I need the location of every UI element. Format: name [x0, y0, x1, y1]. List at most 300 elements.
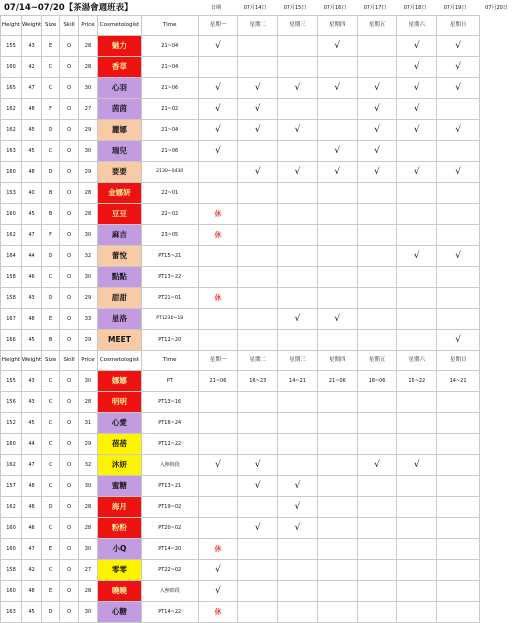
table-row [1, 560, 480, 581]
day-cell: √ [198, 560, 238, 581]
skill-cell: O [60, 476, 79, 497]
table-row [1, 120, 480, 141]
day-cell [238, 309, 278, 330]
weekday-header: 星期一 [198, 16, 238, 36]
day-cell: √ [278, 476, 318, 497]
size-cell: C [42, 455, 60, 476]
price-cell: 28 [79, 183, 98, 204]
time-cell: 23~05 [141, 225, 198, 246]
day-cell [198, 476, 238, 497]
day-cell [317, 267, 357, 288]
day-cell [357, 309, 397, 330]
day-cell [238, 539, 278, 560]
height-cell: 160 [1, 539, 22, 560]
column-header-price: Price [79, 16, 98, 36]
price-cell: 32 [79, 455, 98, 476]
skill-cell: O [60, 413, 79, 434]
price-cell: 29 [79, 330, 98, 351]
day-cell [278, 392, 318, 413]
day-cell [278, 57, 318, 78]
day-cell: √ [397, 162, 437, 183]
weight-cell: 43 [21, 392, 41, 413]
day-cell [317, 518, 357, 539]
time-cell: PT20~02 [141, 518, 198, 539]
size-cell: E [42, 539, 60, 560]
day-cell: 21~06 [198, 371, 238, 392]
day-cell [357, 413, 397, 434]
day-cell: √ [317, 162, 357, 183]
day-cell: √ [198, 36, 238, 57]
day-cell [198, 434, 238, 455]
cosmetologist-name: 心羽 [97, 78, 141, 99]
day-cell [357, 497, 397, 518]
day-cell [437, 267, 480, 288]
day-cell [437, 413, 480, 434]
cosmetologist-name: 蕾悅 [97, 246, 141, 267]
cosmetologist-name: MEET [97, 330, 141, 351]
day-cell: √ [278, 162, 318, 183]
column-header-weight: Weight [21, 351, 41, 371]
time-cell: PT13~22 [141, 267, 198, 288]
time-cell: 2130~0430 [141, 162, 198, 183]
skill-cell: O [60, 518, 79, 539]
date-cell: 07月19日 [443, 5, 467, 11]
day-cell: √ [397, 78, 437, 99]
height-cell: 152 [1, 413, 22, 434]
skill-cell: O [60, 371, 79, 392]
day-cell: √ [238, 518, 278, 539]
day-cell [238, 141, 278, 162]
day-cell [357, 434, 397, 455]
price-cell: 27 [79, 99, 98, 120]
day-cell: √ [357, 78, 397, 99]
day-cell [278, 246, 318, 267]
size-cell: E [42, 36, 60, 57]
height-cell: 165 [1, 78, 22, 99]
weekday-header: 星期四 [317, 16, 357, 36]
skill-cell: O [60, 392, 79, 413]
size-cell: C [42, 413, 60, 434]
day-cell [238, 246, 278, 267]
price-cell: 28 [79, 36, 98, 57]
table-row [1, 392, 480, 413]
cosmetologist-name: 蜜糖 [97, 476, 141, 497]
day-cell [278, 36, 318, 57]
weight-cell: 46 [21, 518, 41, 539]
height-cell: 162 [1, 455, 22, 476]
day-cell [437, 183, 480, 204]
price-cell: 30 [79, 539, 98, 560]
column-header-name: Cosmetologist [97, 16, 141, 36]
cosmetologist-name: 麻吉 [97, 225, 141, 246]
day-cell: √ [317, 141, 357, 162]
size-cell: C [42, 78, 60, 99]
day-cell [317, 204, 357, 225]
day-cell [317, 581, 357, 602]
weight-cell: 45 [21, 602, 41, 623]
size-cell: E [42, 309, 60, 330]
price-cell: 30 [79, 78, 98, 99]
schedule-table [0, 15, 480, 623]
day-cell [437, 539, 480, 560]
weight-cell: 48 [21, 162, 41, 183]
table-row [1, 99, 480, 120]
weight-cell: 48 [21, 476, 41, 497]
cosmetologist-name: 茵茵 [97, 99, 141, 120]
day-cell [357, 392, 397, 413]
size-cell: C [42, 434, 60, 455]
day-cell [397, 518, 437, 539]
size-cell: D [42, 120, 60, 141]
skill-cell: O [60, 57, 79, 78]
day-cell: √ [238, 476, 278, 497]
time-cell: 21~04 [141, 120, 198, 141]
table-row [1, 246, 480, 267]
weekday-header: 星期日 [437, 351, 480, 371]
price-cell: 30 [79, 602, 98, 623]
size-cell: C [42, 267, 60, 288]
table-row [1, 57, 480, 78]
day-cell [357, 57, 397, 78]
table-row [1, 36, 480, 57]
day-cell [198, 413, 238, 434]
day-cell: 14~21 [278, 371, 318, 392]
weight-cell: 43 [21, 371, 41, 392]
day-cell [317, 57, 357, 78]
day-cell: √ [397, 99, 437, 120]
day-cell: √ [238, 162, 278, 183]
day-cell: √ [357, 455, 397, 476]
weight-cell: 42 [21, 560, 41, 581]
price-cell: 30 [79, 476, 98, 497]
day-cell: √ [198, 141, 238, 162]
time-cell: PT13~21 [141, 476, 198, 497]
day-cell [397, 497, 437, 518]
day-cell [238, 204, 278, 225]
day-cell: 休 [198, 225, 238, 246]
day-cell [357, 288, 397, 309]
day-cell [357, 518, 397, 539]
weight-cell: 40 [21, 183, 41, 204]
cosmetologist-name: 心愛 [97, 413, 141, 434]
day-cell: √ [198, 78, 238, 99]
day-cell [238, 288, 278, 309]
day-cell: √ [437, 162, 480, 183]
table-row [1, 539, 480, 560]
skill-cell: O [60, 204, 79, 225]
price-cell: 28 [79, 497, 98, 518]
day-cell: √ [278, 309, 318, 330]
price-cell: 33 [79, 309, 98, 330]
height-cell: 156 [1, 392, 22, 413]
size-cell: F [42, 225, 60, 246]
day-cell [437, 455, 480, 476]
day-cell [397, 560, 437, 581]
weight-cell: 45 [21, 204, 41, 225]
price-cell: 28 [79, 57, 98, 78]
day-cell [317, 120, 357, 141]
day-cell [397, 141, 437, 162]
time-cell: 21~04 [141, 57, 198, 78]
weight-cell: 48 [21, 497, 41, 518]
day-cell [238, 602, 278, 623]
day-cell [278, 539, 318, 560]
table-row [1, 288, 480, 309]
day-cell: √ [317, 309, 357, 330]
day-cell [397, 434, 437, 455]
weight-cell: 47 [21, 455, 41, 476]
table-row [1, 413, 480, 434]
height-cell: 158 [1, 288, 22, 309]
day-cell [278, 413, 318, 434]
cosmetologist-name: 娜娜 [97, 371, 141, 392]
weight-cell: 47 [21, 539, 41, 560]
day-cell [317, 434, 357, 455]
time-cell: 21~06 [141, 78, 198, 99]
day-cell: 14~21 [437, 371, 480, 392]
schedule-title: 07/14~07/20【茶湯會週班表】 [4, 3, 133, 13]
weekday-header: 星期三 [278, 16, 318, 36]
cosmetologist-name: 星洛 [97, 309, 141, 330]
day-cell [357, 476, 397, 497]
day-cell [198, 57, 238, 78]
day-cell [397, 309, 437, 330]
height-cell: 158 [1, 560, 22, 581]
price-cell: 28 [79, 581, 98, 602]
day-cell: √ [278, 497, 318, 518]
day-cell [278, 581, 318, 602]
day-cell [238, 497, 278, 518]
weight-cell: 48 [21, 309, 41, 330]
table-row [1, 371, 480, 392]
day-cell [437, 560, 480, 581]
skill-cell: O [60, 120, 79, 141]
height-cell: 160 [1, 204, 22, 225]
weight-cell: 47 [21, 225, 41, 246]
day-cell [397, 204, 437, 225]
day-cell: √ [317, 78, 357, 99]
day-cell [357, 581, 397, 602]
size-cell: D [42, 162, 60, 183]
height-cell: 160 [1, 434, 22, 455]
day-cell: 15~22 [397, 371, 437, 392]
weight-cell: 45 [21, 413, 41, 434]
day-cell: √ [238, 455, 278, 476]
column-header-weight: Weight [21, 16, 41, 36]
size-cell: B [42, 204, 60, 225]
cosmetologist-name: 金娜妍 [97, 183, 141, 204]
column-header-name: Cosmetologist [97, 351, 141, 371]
size-cell: D [42, 246, 60, 267]
cosmetologist-name: 海月 [97, 497, 141, 518]
day-cell: √ [198, 120, 238, 141]
date-cell: 07月14日 [243, 5, 267, 11]
size-cell: B [42, 330, 60, 351]
day-cell [437, 497, 480, 518]
skill-cell: O [60, 141, 79, 162]
weekday-header: 星期三 [278, 351, 318, 371]
day-cell [278, 225, 318, 246]
day-cell [437, 309, 480, 330]
height-cell: 158 [1, 267, 22, 288]
table-row [1, 162, 480, 183]
column-header-time: Time [141, 16, 198, 36]
height-cell: 155 [1, 371, 22, 392]
day-cell [357, 330, 397, 351]
day-cell: √ [437, 120, 480, 141]
day-cell [278, 99, 318, 120]
day-cell [357, 267, 397, 288]
weekday-header: 星期五 [357, 351, 397, 371]
day-cell [437, 225, 480, 246]
day-cell [317, 288, 357, 309]
date-cell: 07月18日 [403, 5, 427, 11]
table-row [1, 602, 480, 623]
day-cell [278, 434, 318, 455]
height-cell: 163 [1, 602, 22, 623]
day-cell [317, 392, 357, 413]
time-cell: 22~01 [141, 183, 198, 204]
price-cell: 28 [79, 518, 98, 539]
price-cell: 30 [79, 225, 98, 246]
column-header-size: Size [42, 16, 60, 36]
size-cell: D [42, 497, 60, 518]
day-cell [397, 392, 437, 413]
weight-cell: 44 [21, 434, 41, 455]
day-cell [317, 560, 357, 581]
skill-cell: O [60, 434, 79, 455]
day-cell [357, 36, 397, 57]
height-cell: 162 [1, 497, 22, 518]
price-cell: 30 [79, 141, 98, 162]
table-row [1, 476, 480, 497]
cosmetologist-name: 點點 [97, 267, 141, 288]
day-cell: 休 [198, 539, 238, 560]
date-cell: 07月15日 [283, 5, 307, 11]
day-cell [397, 539, 437, 560]
day-cell: 休 [198, 288, 238, 309]
day-cell: √ [437, 57, 480, 78]
cosmetologist-name: 沐妍 [97, 455, 141, 476]
day-cell [357, 246, 397, 267]
skill-cell: O [60, 99, 79, 120]
day-cell [397, 581, 437, 602]
day-cell [238, 267, 278, 288]
height-cell: 153 [1, 183, 22, 204]
table-row [1, 225, 480, 246]
day-cell [437, 141, 480, 162]
cosmetologist-name: 心糖 [97, 602, 141, 623]
date-cell: 07月20日 [485, 5, 508, 11]
weekday-header: 星期二 [238, 351, 278, 371]
day-cell [357, 602, 397, 623]
time-cell: PT1230~18 [141, 309, 198, 330]
day-cell: √ [437, 78, 480, 99]
weekday-header: 星期六 [397, 351, 437, 371]
skill-cell: O [60, 183, 79, 204]
cosmetologist-name: 要要 [97, 162, 141, 183]
height-cell: 160 [1, 57, 22, 78]
cosmetologist-name: 明明 [97, 392, 141, 413]
weight-cell: 48 [21, 99, 41, 120]
height-cell: 155 [1, 36, 22, 57]
day-cell: √ [437, 246, 480, 267]
day-cell [238, 560, 278, 581]
day-cell: 16~23 [238, 371, 278, 392]
size-cell: C [42, 560, 60, 581]
price-cell: 32 [79, 246, 98, 267]
time-cell: PT22~02 [141, 560, 198, 581]
day-cell: 休 [198, 602, 238, 623]
day-cell: √ [317, 36, 357, 57]
height-cell: 160 [1, 162, 22, 183]
day-cell [238, 36, 278, 57]
day-cell [238, 57, 278, 78]
cosmetologist-name: 曉曉 [97, 581, 141, 602]
column-header-price: Price [79, 351, 98, 371]
day-cell [317, 330, 357, 351]
day-cell: √ [357, 99, 397, 120]
skill-cell: O [60, 36, 79, 57]
weight-cell: 47 [21, 78, 41, 99]
weekday-header: 星期二 [238, 16, 278, 36]
day-cell [278, 330, 318, 351]
day-cell: √ [397, 36, 437, 57]
weight-cell: 45 [21, 330, 41, 351]
height-cell: 162 [1, 225, 22, 246]
day-cell [278, 183, 318, 204]
price-cell: 30 [79, 267, 98, 288]
size-cell: C [42, 57, 60, 78]
day-cell [238, 581, 278, 602]
day-cell [397, 602, 437, 623]
cosmetologist-name: 粉粉 [97, 518, 141, 539]
day-cell: 休 [198, 204, 238, 225]
skill-cell: O [60, 288, 79, 309]
time-cell: PT14~22 [141, 602, 198, 623]
price-cell: 29 [79, 120, 98, 141]
day-cell [198, 309, 238, 330]
price-cell: 29 [79, 162, 98, 183]
date-label: 日期 [210, 5, 221, 11]
day-cell: √ [278, 518, 318, 539]
day-cell: √ [238, 120, 278, 141]
time-cell: 入無時段 [141, 455, 198, 476]
cosmetologist-name: 麗娜 [97, 120, 141, 141]
column-header-row [1, 16, 480, 36]
weight-cell: 46 [21, 267, 41, 288]
day-cell [198, 518, 238, 539]
day-cell [198, 162, 238, 183]
table-row [1, 78, 480, 99]
height-cell: 160 [1, 518, 22, 539]
day-cell [317, 602, 357, 623]
weight-cell: 43 [21, 36, 41, 57]
table-row [1, 309, 480, 330]
table-row [1, 581, 480, 602]
skill-cell: O [60, 539, 79, 560]
size-cell: F [42, 99, 60, 120]
cosmetologist-name: 瑞兒 [97, 141, 141, 162]
price-cell: 29 [79, 288, 98, 309]
time-cell: PT14~20 [141, 539, 198, 560]
day-cell [397, 476, 437, 497]
day-cell: √ [198, 99, 238, 120]
time-cell: PT15~21 [141, 246, 198, 267]
day-cell: 18~06 [357, 371, 397, 392]
time-cell: 21~04 [141, 36, 198, 57]
weekday-header: 星期一 [198, 351, 238, 371]
